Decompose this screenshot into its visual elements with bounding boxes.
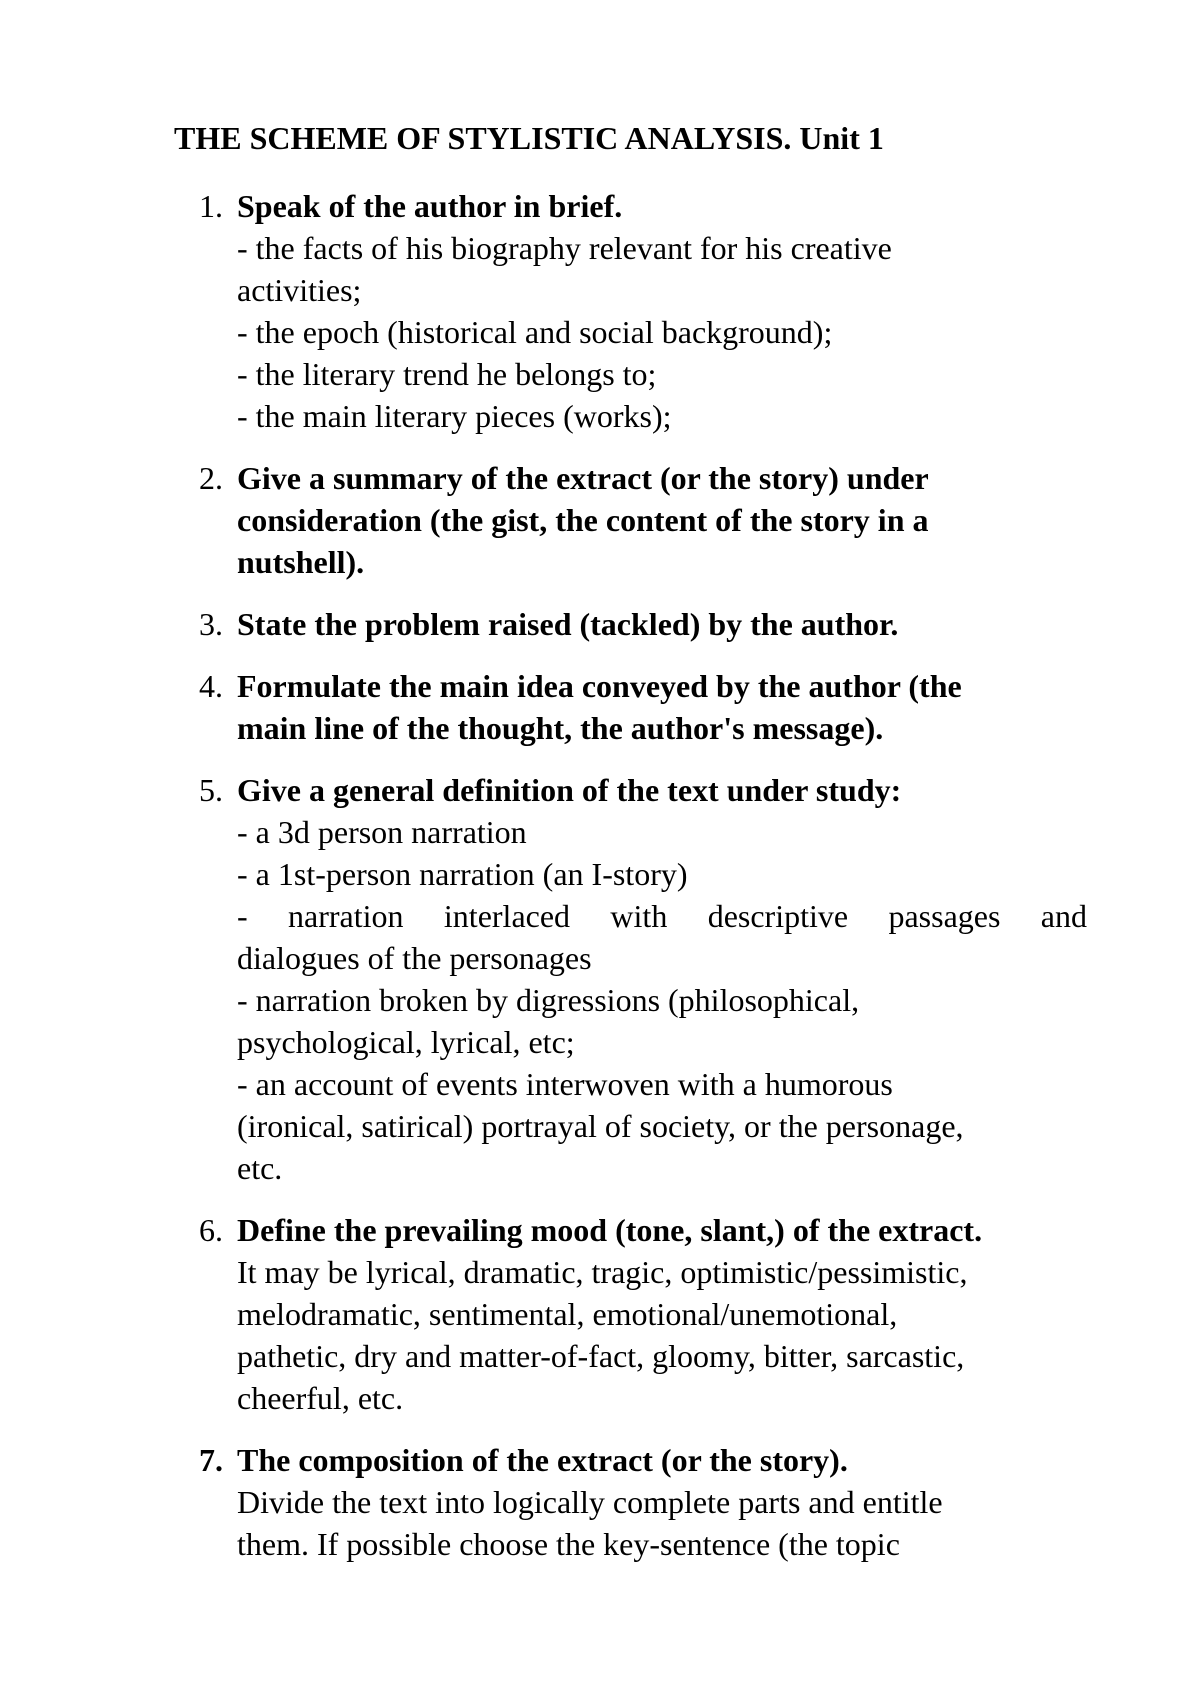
item-number: 2. (199, 460, 223, 496)
item-heading: main line of the thought, the author's message). (237, 710, 884, 746)
item-line: - the literary trend he belongs to; (237, 356, 657, 392)
list-item-1 (0, 185, 1200, 437)
item-number: 4. (199, 668, 223, 704)
item-line: (ironical, satirical) portrayal of society, or the personage, (237, 1108, 964, 1144)
item-heading: State the problem raised (tackled) by the author. (237, 606, 899, 642)
item-heading: The composition of the extract (or the story). (237, 1442, 848, 1478)
item-line: cheerful, etc. (237, 1380, 404, 1416)
list-item-3 (0, 603, 1200, 645)
analysis-steps-list (0, 185, 1200, 1585)
item-number: 5. (199, 772, 223, 808)
item-number: 1. (199, 188, 223, 224)
item-line: - a 3d person narration (237, 814, 527, 850)
list-item-5 (0, 769, 1200, 1189)
item-heading: nutshell). (237, 544, 365, 580)
item-number: 3. (199, 606, 223, 642)
item-line: dialogues of the personages (237, 940, 592, 976)
list-item-2 (0, 457, 1200, 583)
item-line: - a 1st-person narration (an I-story) (237, 856, 688, 892)
item-line: melodramatic, sentimental, emotional/unemotional, (237, 1296, 898, 1332)
item-heading: Give a summary of the extract (or the story) under (237, 460, 929, 496)
item-line: - narration broken by digressions (philosophical, (237, 982, 860, 1018)
item-line: Divide the text into logically complete parts and entitle (237, 1484, 943, 1520)
item-line: - an account of events interwoven with a humorous (237, 1066, 893, 1102)
item-heading: Formulate the main idea conveyed by the author (the (237, 668, 962, 704)
item-line: - the main literary pieces (works); (237, 398, 672, 434)
item-heading: Give a general definition of the text under study: (237, 772, 902, 808)
item-line: psychological, lyrical, etc; (237, 1024, 575, 1060)
list-item-4 (0, 665, 1200, 749)
item-line: activities; (237, 272, 362, 308)
item-line: It may be lyrical, dramatic, tragic, optimistic/pessimistic, (237, 1254, 968, 1290)
list-item-6 (0, 1209, 1200, 1419)
item-line: them. If possible choose the key-sentence (the topic (237, 1526, 900, 1562)
item-line: etc. (237, 1150, 283, 1186)
item-line: - the facts of his biography relevant for his creative (237, 230, 892, 266)
item-line: - the epoch (historical and social background); (237, 314, 833, 350)
item-number: 6. (199, 1212, 223, 1248)
item-line: pathetic, dry and matter-of-fact, gloomy, bitter, sarcastic, (237, 1338, 965, 1374)
list-item-7 (0, 1439, 1200, 1565)
item-heading: Speak of the author in brief. (237, 188, 623, 224)
item-heading: Define the prevailing mood (tone, slant,) of the extract. (237, 1212, 983, 1248)
item-line: - narration interlaced with descriptive passages and (237, 898, 1087, 934)
page-title: THE SCHEME OF STYLISTIC ANALYSIS. Unit 1 (174, 120, 884, 156)
item-number: 7. (199, 1442, 223, 1478)
item-heading: consideration (the gist, the content of the story in a (237, 502, 929, 538)
